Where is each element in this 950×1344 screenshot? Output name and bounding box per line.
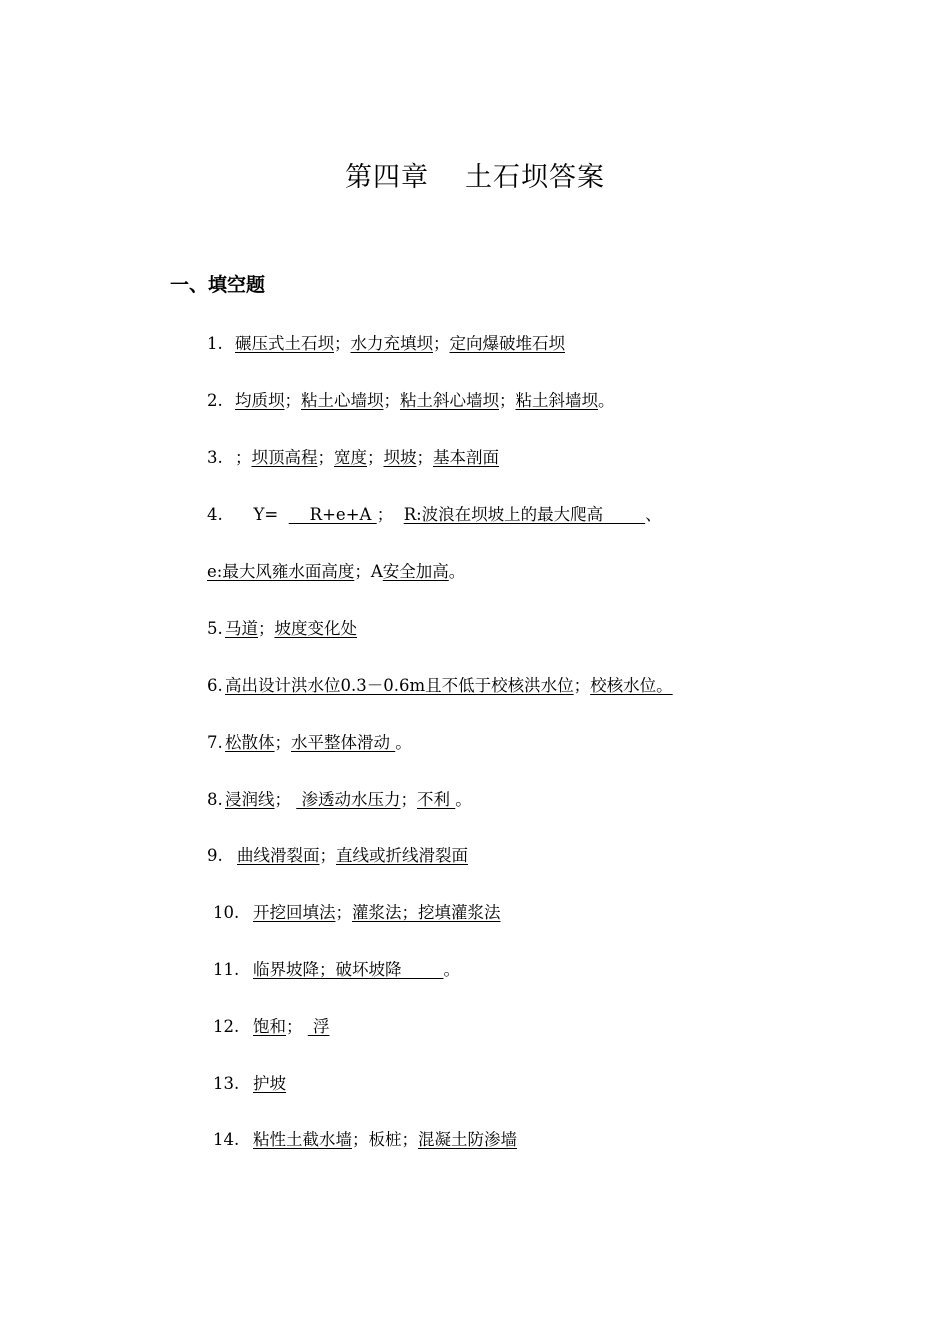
answer-line <box>213 900 501 926</box>
answer-line <box>207 502 662 528</box>
answer-text: 灌浆法；挖填灌浆法 <box>352 903 501 922</box>
separator-text: ； <box>319 846 336 865</box>
answer-text: 粘土斜墙坝 <box>515 391 598 410</box>
separator-text: 。 <box>443 960 460 979</box>
answer-line <box>207 616 357 642</box>
separator-text: ； <box>433 334 450 353</box>
chapter-title: 土石坝答案 <box>465 162 605 193</box>
item-number: 4. <box>207 505 223 524</box>
separator-text: ； <box>274 790 297 809</box>
answer-text: 浸润线 <box>225 790 275 809</box>
chapter-label: 第四章 <box>345 162 429 193</box>
separator-text: ； <box>286 1017 308 1036</box>
answer-text: 渗透动水压力 <box>296 790 401 809</box>
answer-text: 宽度 <box>334 448 367 467</box>
answer-text: 碾压式土石坝 <box>235 334 334 353</box>
answer-text: 粘性土截水墙 <box>253 1130 352 1149</box>
answer-text: 马道 <box>225 619 258 638</box>
item-number: 12. <box>213 1017 240 1036</box>
answer-text: R:波浪在坝坡上的最大爬高 <box>403 505 646 524</box>
answer-text: 水力充填坝 <box>350 334 433 353</box>
answer-text: 松散体 <box>225 733 275 752</box>
item-number: 7. <box>207 733 223 752</box>
separator-text: ； <box>383 391 400 410</box>
answer-line <box>213 957 460 983</box>
section-heading: 一、填空题 <box>170 274 266 296</box>
answer-text: 定向爆破堆石坝 <box>449 334 565 353</box>
answer-line <box>207 445 499 471</box>
answer-line <box>213 1127 517 1153</box>
item-number: 10. <box>213 903 240 922</box>
separator-text: ； <box>367 448 384 467</box>
answer-text: 开挖回填法 <box>253 903 336 922</box>
item-number: 5. <box>207 619 223 638</box>
separator-text: ； <box>376 505 404 524</box>
page-title <box>0 158 950 198</box>
answer-text: 坝顶高程 <box>251 448 318 467</box>
answer-text: 浮 <box>307 1017 330 1036</box>
item-number: 2. <box>207 391 223 410</box>
separator-text: 。 <box>395 733 412 752</box>
answer-line <box>213 1071 286 1097</box>
answer-line <box>207 559 465 585</box>
separator-text: ；A <box>354 562 383 581</box>
answer-text: 粘土斜心墙坝 <box>400 391 499 410</box>
answer-text: 水平整体滑动 <box>291 733 396 752</box>
item-number: 14. <box>213 1130 240 1149</box>
answer-line <box>207 730 412 756</box>
answer-text: 安全加高 <box>382 562 449 581</box>
separator-text: ； <box>235 448 252 467</box>
separator-text: ； <box>416 448 433 467</box>
separator-text: ； <box>317 448 334 467</box>
answer-line <box>207 388 615 414</box>
separator-text: ； <box>499 391 516 410</box>
separator-text: 。 <box>448 562 466 581</box>
separator-text: ； <box>335 903 352 922</box>
answer-text: 曲线滑裂面 <box>237 846 320 865</box>
answer-text: R+e+A <box>288 505 377 524</box>
separator-text: ； <box>284 391 301 410</box>
answer-line <box>207 843 468 869</box>
separator-text: ； <box>334 334 351 353</box>
answer-text: 护坡 <box>253 1074 286 1093</box>
separator-text: Y= <box>243 505 289 524</box>
answer-line <box>207 331 565 357</box>
answer-text: 坝坡 <box>383 448 417 467</box>
answer-line <box>207 673 673 699</box>
answer-text: 混凝土防渗墙 <box>418 1130 517 1149</box>
item-number: 6. <box>207 676 223 695</box>
answer-text: 均质坝 <box>235 391 285 410</box>
answer-text: 粘土心墙坝 <box>301 391 384 410</box>
separator-text: ； <box>400 790 417 809</box>
answer-text: 直线或折线滑裂面 <box>336 846 468 865</box>
item-number: 13. <box>213 1074 240 1093</box>
item-number: 11. <box>213 960 240 979</box>
item-number: 1. <box>207 334 223 353</box>
item-number: 9. <box>207 846 223 865</box>
item-number: 8. <box>207 790 223 809</box>
answer-text: 高出设计洪水位0.3－0.6m且不低于校核洪水位 <box>225 676 574 695</box>
answer-text: 坡度变化处 <box>274 619 357 638</box>
answer-line <box>207 787 472 813</box>
answer-line <box>213 1014 330 1040</box>
answer-text: e:最大风雍水面高度 <box>207 562 355 581</box>
answer-text: 基本剖面 <box>433 448 499 467</box>
separator-text: ； <box>258 619 275 638</box>
answer-text: 饱和 <box>253 1017 286 1036</box>
answer-text: 不利 <box>417 790 456 809</box>
answer-text: 临界坡降；破坏坡降 <box>253 960 444 979</box>
separator-text: ； <box>274 733 291 752</box>
separator-text: 。 <box>455 790 472 809</box>
separator-text: ；板桩； <box>352 1130 418 1149</box>
item-number: 3. <box>207 448 223 467</box>
answer-text: 校核水位。 <box>590 676 673 695</box>
separator-text: ； <box>573 676 591 695</box>
separator-text: 。 <box>598 391 615 410</box>
separator-text: 、 <box>645 505 662 524</box>
